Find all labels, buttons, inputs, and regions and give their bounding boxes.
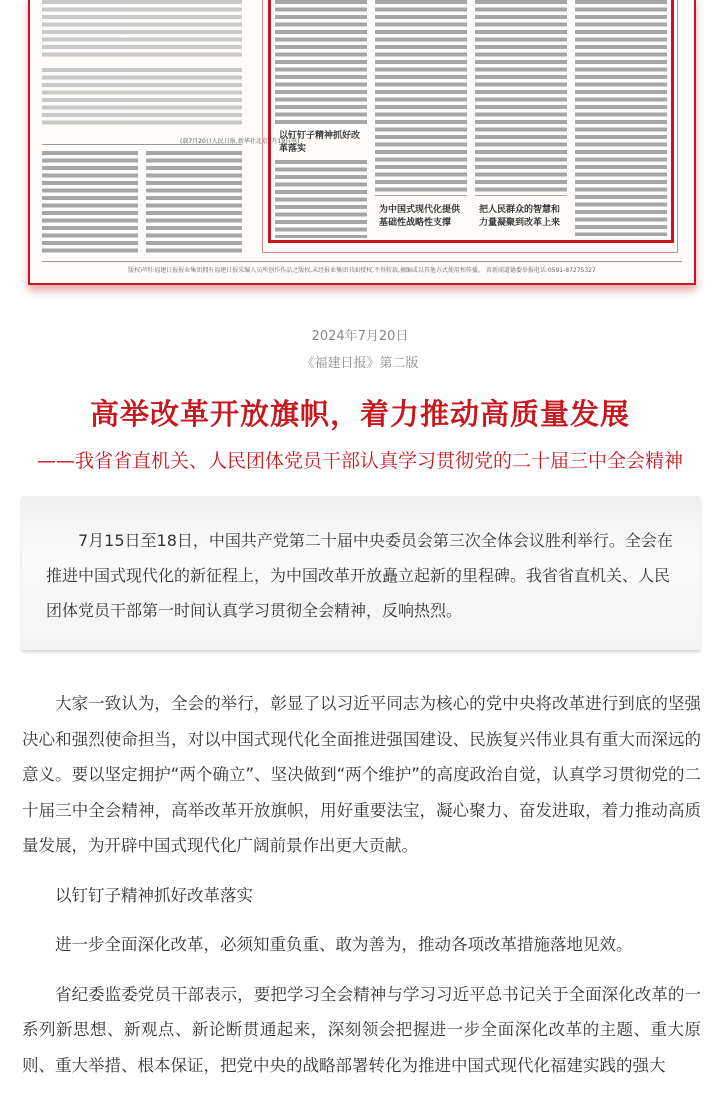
body-paragraph: 大家一致认为，全会的举行，彰显了以习近平同志为核心的党中央将改革进行到底的坚强决心和强烈使命担当，对以中国式现代化全面推进强国建设、民族复兴伟业具有重大而深远的意义。要以坚定拥护“两个确立”、坚决做到“两个维护”的高度政治自觉，认真学习贯彻党的二十届三中全会精神，高举改革开放旗帜，用好重要法宝，凝心聚力、奋发进取，着力推动高质量发展，为开辟中国式现代化广阔前景作出更大贡献。	[22, 694, 701, 855]
newspaper-column	[375, 0, 467, 196]
newspaper-column	[275, 160, 367, 238]
article-subtitle: ——我省省直机关、人民团体党员干部认真学习贯彻党的二十届三中全会精神	[36, 450, 683, 472]
newspaper-column	[275, 0, 367, 126]
newspaper-headline: 把人民群众的智慧和力量凝聚到改革上来	[479, 205, 561, 228]
lead-box	[22, 496, 700, 650]
newspaper-text-block	[42, 68, 242, 128]
newspaper-column	[42, 151, 138, 255]
article-body	[22, 686, 701, 1097]
image-caption-date: 2024年7月20日	[311, 329, 409, 344]
newspaper-credit: 版权声明:福建日报报业集团拥有福建日报采编人员所创作作品之版权,未经报业集团书面授权,不得转载,摘编或以其他方式使用和传播。 省新闻道德委举报电话:0591-87275327	[42, 261, 682, 274]
newspaper-rule	[42, 144, 242, 145]
newspaper-column	[146, 151, 242, 255]
newspaper-headline: 为中国式现代化提供基础性战略性支撑	[379, 205, 461, 228]
newspaper-column	[575, 0, 667, 236]
newspaper-source-note: (载7月20日人民日报,新华社北京7月19日电)	[180, 138, 300, 145]
image-caption-paper: 《福建日报》第二版	[301, 356, 419, 371]
body-paragraph: 省纪委监委党员干部表示，要把学习全会精神与学习习近平总书记关于全面深化改革的一系列新思想、新观点、新论断贯通起来，深刻领会把握进一步全面深化改革的主题、重大原则、重大举措、根本保证，把党中央的战略部署转化为推进中国式现代化福建实践的强大	[22, 984, 701, 1075]
body-paragraph: 进一步全面深化改革，必须知重负重、敢为善为，推动各项改革措施落地见效。	[55, 935, 633, 954]
article-title: 高举改革开放旗帜，着力推动高质量发展	[89, 397, 630, 431]
newspaper-highlight-frame	[268, 0, 674, 243]
newspaper-column	[475, 0, 567, 196]
newspaper-page-image	[28, 0, 696, 285]
newspaper-headline: 以钉钉子精神抓好改革落实	[279, 131, 361, 154]
newspaper-text-block	[42, 0, 242, 60]
section-heading: 以钉钉子精神抓好改革落实	[55, 885, 253, 905]
lead-paragraph: 7月15日至18日，中国共产党第二十届中央委员会第三次全体会议胜利举行。全会在推进中国式现代化的新征程上，为中国改革开放矗立起新的里程碑。我省省直机关、人民团体党员干部第一时间认真学习贯彻全会精神，反响热烈。	[46, 531, 673, 620]
